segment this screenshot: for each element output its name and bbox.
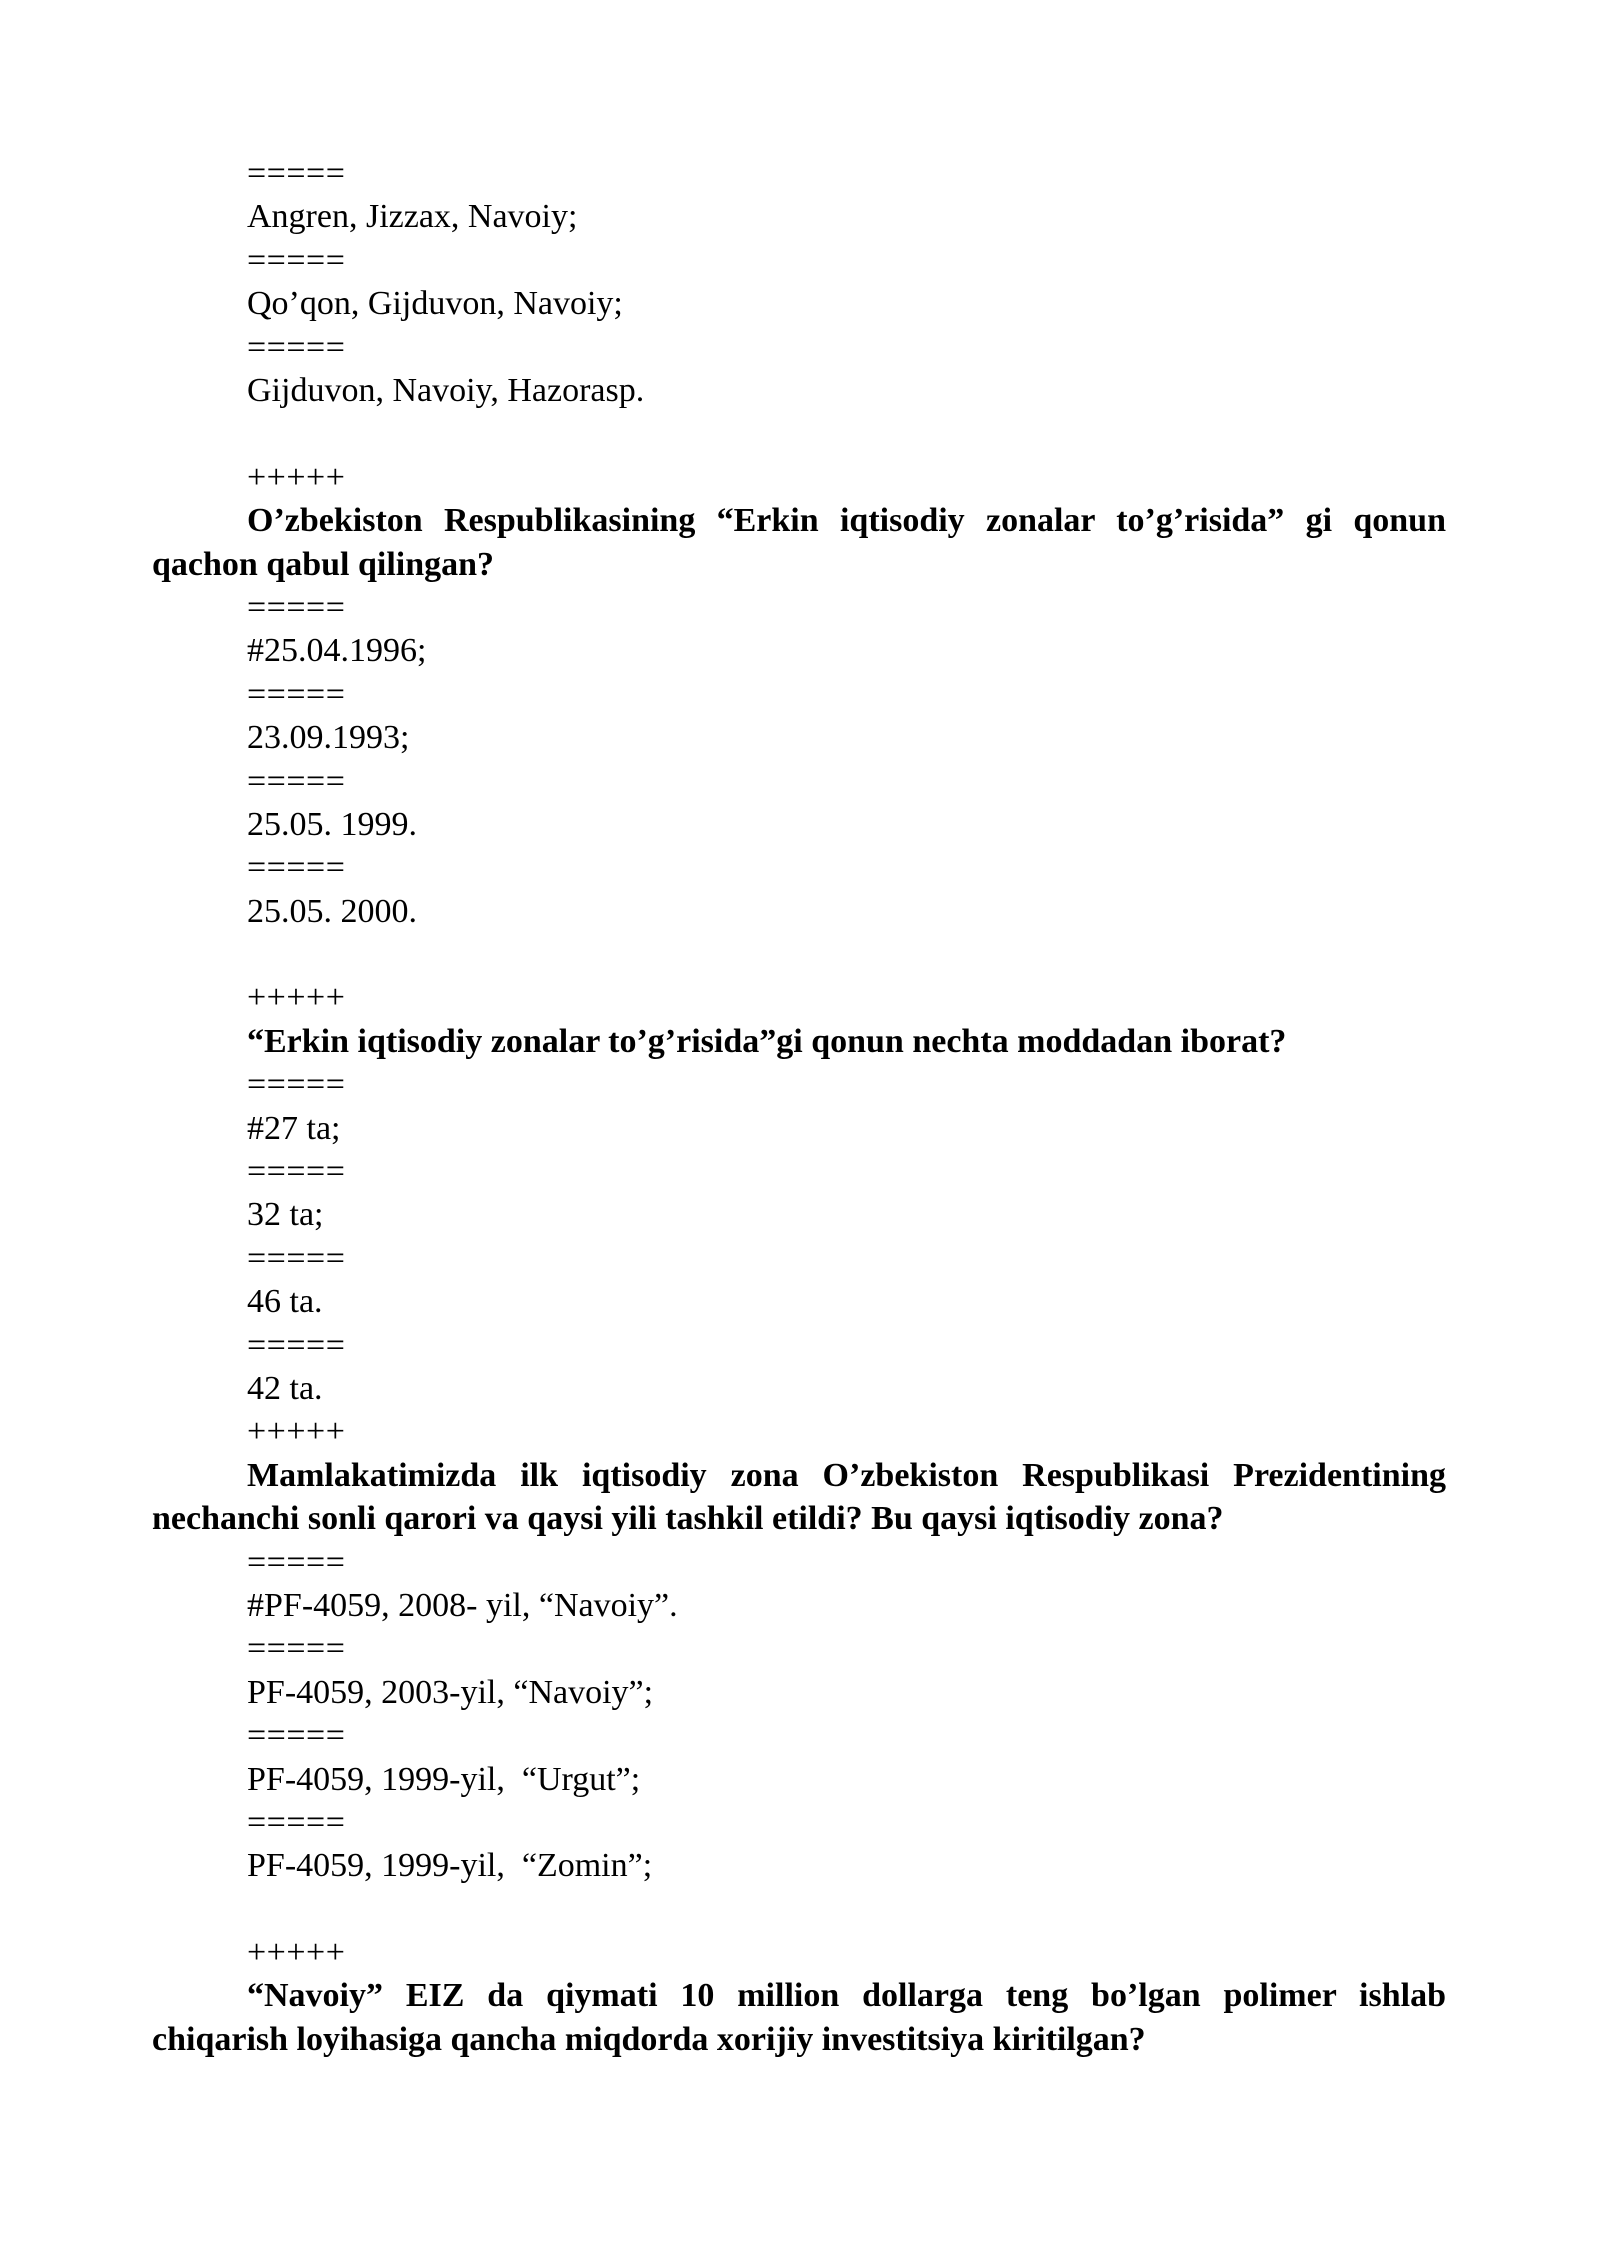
- question-separator: +++++: [247, 979, 346, 1017]
- answer-option: 42 ta.: [247, 1369, 323, 1407]
- answer-option: 25.05. 2000.: [247, 892, 417, 930]
- answer-option: 25.05. 1999.: [247, 805, 417, 843]
- answer-option: 46 ta.: [247, 1283, 323, 1321]
- option-separator: =====: [247, 588, 346, 626]
- option-separator: =====: [247, 1066, 346, 1104]
- answer-option: Angren, Jizzax, Navoiy;: [247, 198, 578, 236]
- blank-line: [152, 412, 1446, 455]
- question-text: “Erkin iqtisodiy zonalar to’g’risida”gi qonun nechta moddadan iborat?: [247, 1022, 1287, 1060]
- option-separator: =====: [247, 1630, 346, 1668]
- question-text: “Navoiy” EIZ da qiymati 10 million dollarga teng bo’lgan polimer ishlab chiqarish loyihasiga qancha miqdorda xorijiy investitsiya kiritilgan?: [152, 1977, 1446, 2058]
- answer-option: Gijduvon, Navoiy, Hazorasp.: [247, 371, 645, 409]
- question-separator: +++++: [247, 1413, 346, 1451]
- answer-option: 23.09.1993;: [247, 719, 410, 757]
- option-separator: =====: [247, 1239, 346, 1277]
- option-separator: =====: [247, 849, 346, 887]
- option-separator: =====: [247, 1543, 346, 1581]
- option-separator: =====: [247, 1803, 346, 1841]
- answer-option: #PF-4059, 2008- yil, “Navoiy”.: [247, 1586, 678, 1624]
- answer-option: PF-4059, 1999-yil, “Urgut”;: [247, 1760, 641, 1798]
- answer-option: 32 ta;: [247, 1196, 324, 1234]
- question-text: O’zbekiston Respublikasining “Erkin iqtisodiy zonalar to’g’risida” gi qonun qachon qabul qilingan?: [152, 502, 1446, 583]
- answer-option: PF-4059, 1999-yil, “Zomin”;: [247, 1847, 653, 1885]
- blank-line: [152, 933, 1446, 976]
- question-text: Mamlakatimizda ilk iqtisodiy zona O’zbekiston Respublikasi Prezidentining nechanchi sonli qarori va qaysi yili tashkil etildi? Bu qaysi iqtisodiy zona?: [152, 1456, 1446, 1538]
- blank-line: [152, 1888, 1446, 1931]
- question-separator: +++++: [247, 1934, 346, 1972]
- option-separator: =====: [247, 1153, 346, 1191]
- answer-option: #27 ta;: [247, 1109, 341, 1147]
- option-separator: =====: [247, 675, 346, 713]
- answer-option: PF-4059, 2003-yil, “Navoiy”;: [247, 1673, 654, 1711]
- document-content: [152, 152, 1446, 2061]
- answer-option: #25.04.1996;: [247, 632, 427, 670]
- option-separator: =====: [247, 762, 346, 800]
- option-separator: =====: [247, 1717, 346, 1755]
- option-separator: =====: [247, 1326, 346, 1364]
- option-separator: =====: [247, 328, 346, 366]
- answer-option: Qo’qon, Gijduvon, Navoiy;: [247, 285, 623, 323]
- option-separator: =====: [247, 155, 346, 192]
- question-separator: +++++: [247, 458, 346, 496]
- option-separator: =====: [247, 241, 346, 279]
